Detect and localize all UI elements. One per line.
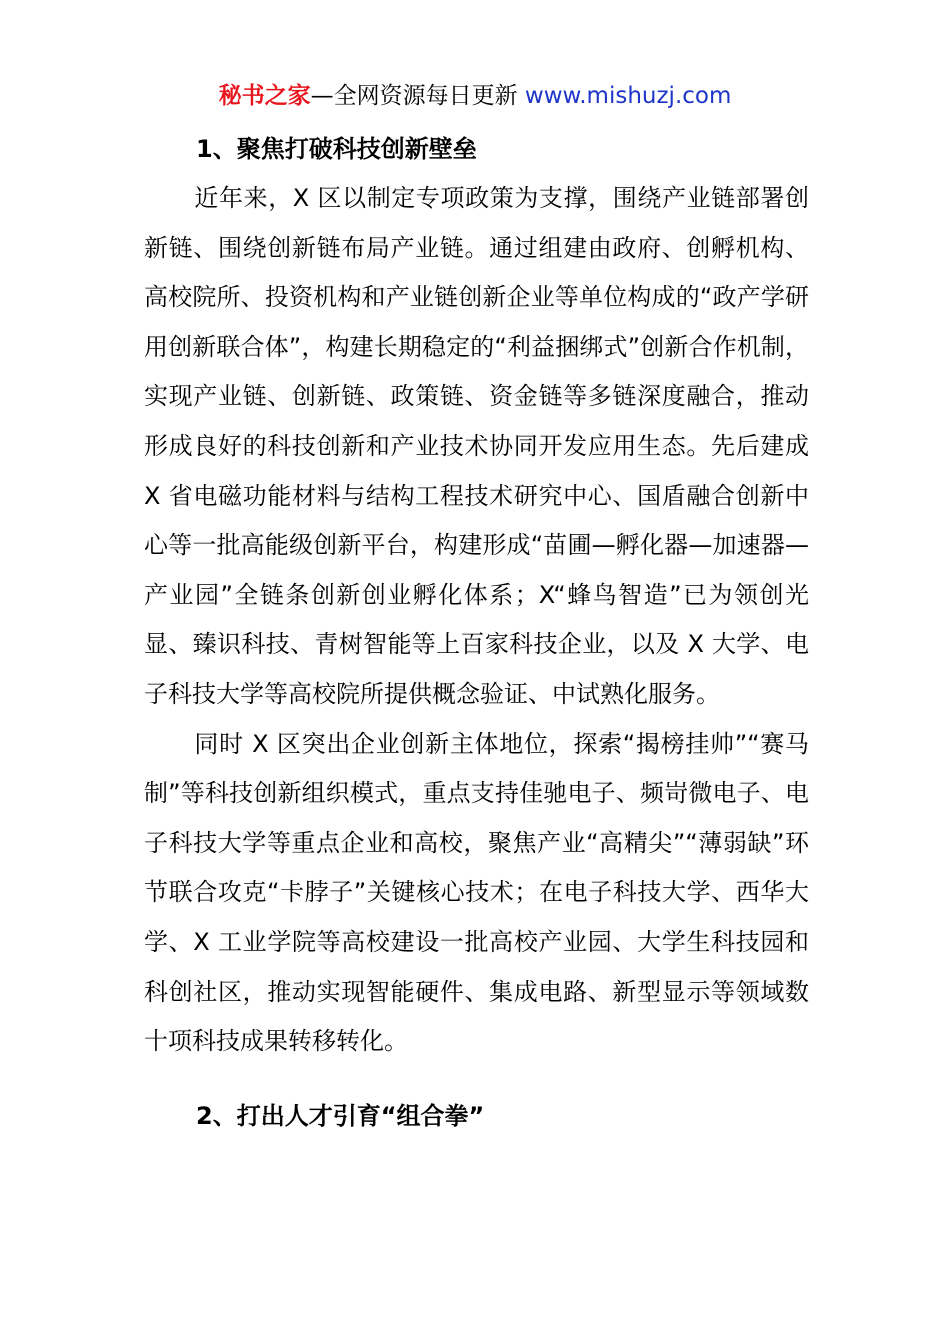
brand-name: 秘书之家 — [218, 83, 311, 109]
header-tagline: —全网资源每日更新 — [310, 83, 525, 109]
page-header — [0, 80, 950, 112]
section-heading-2: 2、打出人才引育“组合拳” — [196, 1101, 485, 1130]
section-heading-1: 1、聚焦打破科技创新壁垒 — [196, 135, 477, 163]
document-body — [144, 124, 809, 1141]
paragraph-2: 同时 X 区突出企业创新主体地位，探索“揭榜挂帅”“赛马制”等科技创新组织模式，重点支持佳驰电子、频岢微电子、电子科技大学等重点企业和高校，聚焦产业“高精尖”“薄弱缺”环节联合攻克“卡脖子”关键核心技术；在电子科技大学、西华大学、X 工业学院等高校建设一批高校产业园、大学生科技园和科创社区，推动实现智能硬件、集成电路、新型显示等领域数十项科技成果转移转化。 — [144, 729, 809, 1056]
paragraph-1: 近年来，X 区以制定专项政策为支撑，围绕产业链部署创新链、围绕创新链布局产业链。通过组建由政府、创孵机构、高校院所、投资机构和产业链创新企业等单位构成的“政产学研用创新联合体”，构建长期稳定的“利益捆绑式”创新合作机制，实现产业链、创新链、政策链、资金链等多链深度融合，推动形成良好的科技创新和产业技术协同开发应用生态。先后建成 X 省电磁功能材料与结构工程技术研究中心、国盾融合创新中心等一批高能级创新平台，构建形成“苗圃—孵化器—加速器—产业园”全链条创新创业孵化体系；X“蜂鸟智造”已为领创光显、臻识科技、青树智能等上百家科技企业，以及 X 大学、电子科技大学等高校院所提供概念验证、中试熟化服务。 — [144, 184, 809, 708]
site-url-link[interactable]: www.mishuzj.com — [524, 83, 732, 109]
